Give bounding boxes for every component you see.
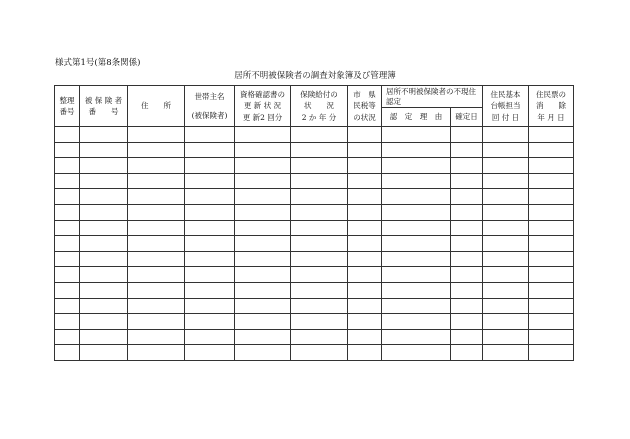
header-shikenmin-zei: 市 県 民税等 の状況: [348, 86, 382, 127]
table-row: [55, 158, 574, 174]
header-setainushi: 世帯主名 (被保険者): [185, 86, 235, 127]
header-kakuteibi: 確定日: [451, 108, 483, 127]
table-row: [55, 267, 574, 283]
table-row: [55, 298, 574, 314]
table-row: [55, 220, 574, 236]
header-hihokensha-bango: 被 保 険 者 番 号: [80, 86, 128, 127]
table-row: [55, 345, 574, 361]
table-row: [55, 282, 574, 298]
header-jumin-kihon-daicho: 住民基本 台帳担当 回 付 日: [483, 86, 529, 127]
header-juminhyo-shojo: 住民票の 消 除 年 月 日: [529, 86, 574, 127]
table-row: [55, 236, 574, 252]
ledger-body: [55, 127, 574, 361]
form-number: 様式第1号(第8条関係): [55, 58, 141, 68]
table-row: [55, 329, 574, 345]
header-fugenju-nintei: 居所不明被保険者の不現住認定: [382, 86, 483, 108]
table-row: [55, 204, 574, 220]
document-title: 居所不明被保険者の調査対象簿及び管理簿: [234, 71, 396, 81]
header-jusho: 住 所: [128, 86, 185, 127]
table-row: [55, 314, 574, 330]
table-row: [55, 189, 574, 205]
table-row: [55, 127, 574, 143]
header-seiri-bango: 整理 番号: [55, 86, 80, 127]
ledger-table: [54, 85, 574, 361]
header-nintei-riyu: 認 定 理 由: [382, 108, 451, 127]
table-row: [55, 173, 574, 189]
header-hoken-kyufu: 保険給付の 状 況 2 か 年 分: [291, 86, 348, 127]
table-row: [55, 142, 574, 158]
header-shikaku-kakuninsho: 資格確認書の 更 新 状 況 更 新2 回分: [235, 86, 291, 127]
table-row: [55, 251, 574, 267]
